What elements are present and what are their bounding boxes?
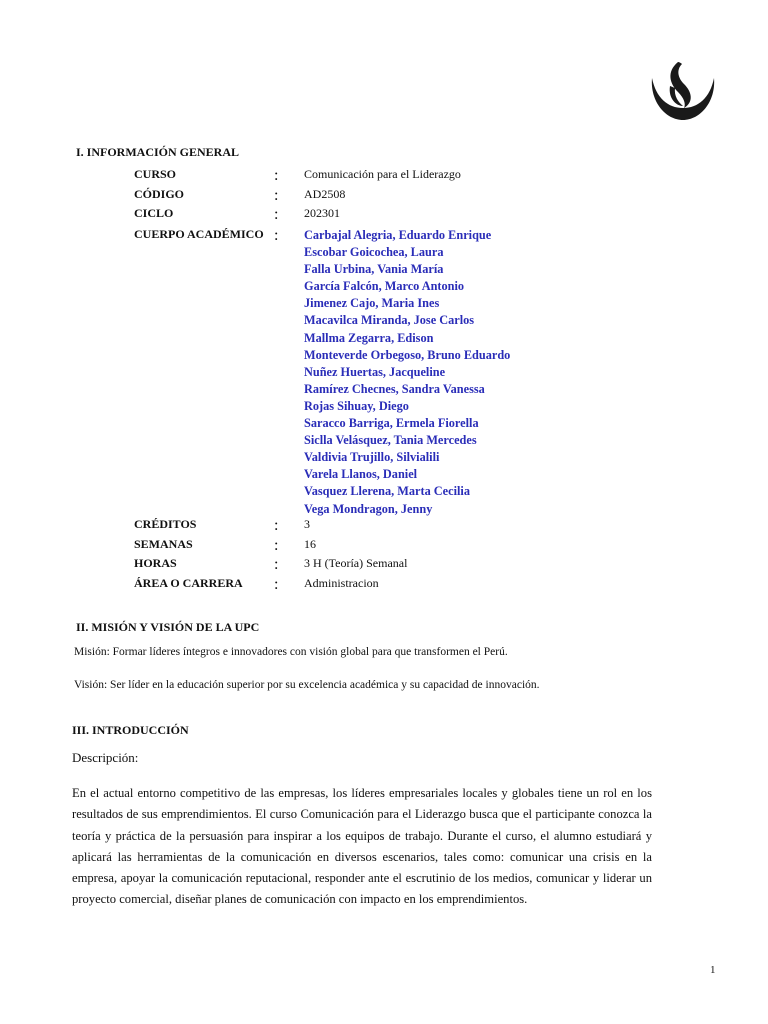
info-label: CURSO	[134, 167, 177, 181]
faculty-member: García Falcón, Marco Antonio	[304, 279, 465, 294]
info-label: CRÉDITOS	[134, 517, 197, 531]
faculty-member: Falla Urbina, Vania María	[304, 262, 444, 277]
info-row-creditos	[0, 517, 768, 535]
info-separator: :	[274, 227, 279, 244]
vision-text: Visión: Ser líder en la educación superior por su excelencia académica y su capacidad de innovación.	[74, 679, 540, 691]
faculty-member: Nuñez Huertas, Jacqueline	[304, 364, 446, 379]
faculty-member: Mallma Zegarra, Edison	[304, 330, 434, 345]
faculty-list	[304, 227, 510, 518]
faculty-member: Vega Mondragon, Jenny	[304, 501, 433, 516]
info-separator: :	[274, 517, 279, 534]
faculty-member: Siclla Velásquez, Tania Mercedes	[304, 433, 477, 448]
logo-flame-shape	[670, 62, 690, 108]
info-separator: :	[274, 167, 279, 184]
faculty-member: Jimenez Cajo, Maria Ines	[304, 296, 440, 311]
section-general-info-heading: I. INFORMACIÓN GENERAL	[76, 145, 240, 159]
faculty-member: Saracco Barriga, Ermela Fiorella	[304, 416, 479, 431]
section-mission-vision-heading: II. MISIÓN Y VISIÓN DE LA UPC	[76, 620, 260, 634]
info-value: Comunicación para el Liderazgo	[304, 167, 461, 181]
info-label: HORAS	[134, 556, 177, 570]
info-label: CUERPO ACADÉMICO	[134, 227, 264, 241]
info-value: 16	[304, 537, 316, 551]
faculty-member: Varela Llanos, Daniel	[304, 467, 418, 482]
info-row-ciclo	[0, 206, 768, 224]
description-paragraph: En el actual entorno competitivo de las empresas, los líderes empresariales locales y globales tiene un rol en los resultados de sus emprendimientos. El curso Comunicación para el Liderazgo busca que el participante conozca la teoría y práctica de la persuasión para inspirar a los equipos de trabajo. Durante el curso, el alumno estudiará y aplicará las herramientas de la comunicación en diversos escenarios, tales como: comunicar una crisis en la empresa, apoyar la comunicación reputacional, responder ante el escrutinio de los medios, comunicar y liderar un proyecto comercial, diseñar planes de comunicación con impacto en los emprendimientos.	[72, 786, 652, 907]
upc-logo	[648, 58, 718, 122]
info-value: 202301	[304, 206, 340, 220]
info-row-area	[0, 576, 768, 594]
mission-text: Misión: Formar líderes íntegros e innovadores con visión global para que transformen el Perú.	[74, 646, 508, 658]
info-label: ÁREA O CARRERA	[134, 576, 243, 590]
info-row-horas	[0, 556, 768, 574]
faculty-member: Rojas Sihuay, Diego	[304, 398, 409, 413]
info-separator: :	[274, 206, 279, 223]
faculty-member: Escobar Goicochea, Laura	[304, 245, 444, 260]
info-label: CICLO	[134, 206, 174, 220]
faculty-member: Ramírez Checnes, Sandra Vanessa	[304, 381, 485, 396]
faculty-member: Monteverde Orbegoso, Bruno Eduardo	[304, 347, 511, 362]
info-label: SEMANAS	[134, 537, 193, 551]
info-separator: :	[274, 576, 279, 593]
info-row-codigo	[0, 187, 768, 205]
info-separator: :	[274, 556, 279, 573]
info-value: 3	[304, 517, 310, 531]
info-row-curso	[0, 167, 768, 185]
info-separator: :	[274, 537, 279, 554]
description-label: Descripción:	[72, 750, 139, 765]
info-value: AD2508	[304, 187, 346, 201]
page-number: 1	[710, 964, 716, 976]
info-value: 3 H (Teoría) Semanal	[304, 556, 408, 570]
info-row-semanas	[0, 537, 768, 555]
info-label: CÓDIGO	[134, 187, 185, 201]
info-separator: :	[274, 187, 279, 204]
faculty-member: Vasquez Llerena, Marta Cecilia	[304, 484, 470, 499]
faculty-member: Macavilca Miranda, Jose Carlos	[304, 313, 475, 328]
section-introduction-heading: III. INTRODUCCIÓN	[72, 723, 189, 737]
faculty-member: Valdivia Trujillo, Silvialili	[304, 450, 440, 465]
faculty-member: Carbajal Alegria, Eduardo Enrique	[304, 228, 492, 242]
info-value: Administracion	[304, 576, 379, 590]
